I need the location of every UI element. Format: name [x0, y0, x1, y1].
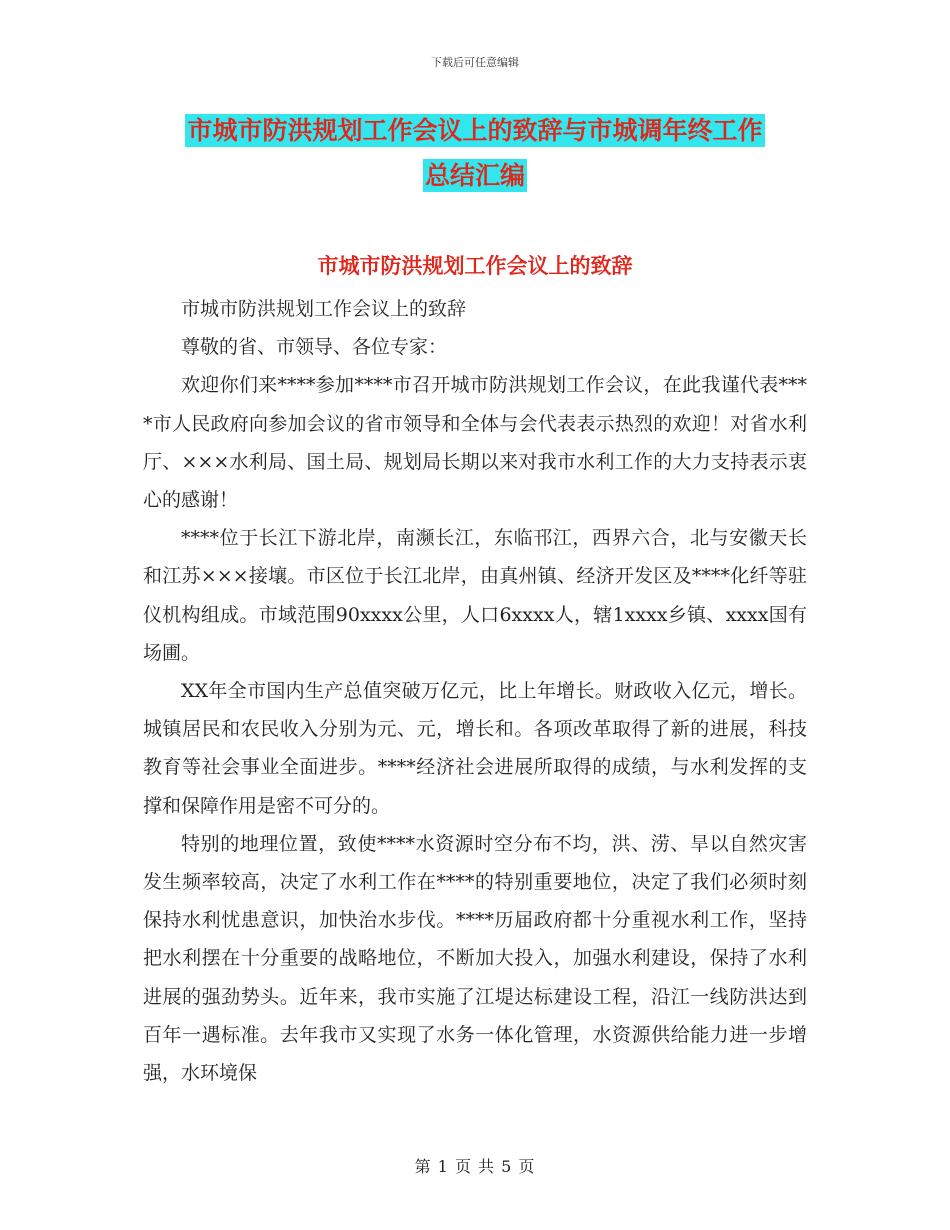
header-note: 下载后可任意编辑 — [431, 56, 519, 69]
paragraph: 市城市防洪规划工作会议上的致辞 — [181, 298, 467, 320]
page-number: 第 1 页 共 5 页 — [414, 1157, 536, 1176]
document-title-line-2: 总结汇编 — [424, 161, 525, 190]
document-title-line-1: 市城市防洪规划工作会议上的致辞与市城调年终工作 — [187, 116, 763, 145]
paragraph: 尊敬的省、市领导、各位专家： — [181, 336, 448, 359]
body-text — [143, 290, 807, 1092]
paragraph: 欢迎你们来****参加****市召开城市防洪规划工作会议，在此我谨代表****市人民政府向参加会议的省市领导和全体与会代表表示热烈的欢迎！对省水利厅、×××水利局、国土局、规划局长期以来对我市水利工作的大力支持表示衷心的感谢！ — [143, 374, 807, 512]
section-title: 市城市防洪规划工作会议上的致辞 — [317, 254, 633, 278]
paragraph: ****位于长江下游北岸，南濒长江，东临邗江，西界六合，北与安徽天长和江苏×××接壤。市区位于长江北岸，由真州镇、经济开发区及****化纤等驻仪机构组成。市域范围90xxxx公里，人口6xxxx人，辖1xxxx乡镇、xxxx国有场圃。 — [143, 527, 807, 664]
paragraph: 特别的地理位置，致使****水资源时空分布不均，洪、涝、旱以自然灾害发生频率较高，决定了水利工作在****的特别重要地位，决定了我们必须时刻保持水利忧患意识，加快治水步伐。****历届政府都十分重视水利工作，坚持把水利摆在十分重要的战略地位，不断加大投入，加强水利建设，保持了水利进展的强劲势头。近年来，我市实施了江堤达标建设工程，沿江一线防洪达到百年一遇标准。去年我市又实现了水务一体化管理，水资源供给能力进一步增强，水环境保 — [143, 832, 807, 1085]
paragraph: XX年全市国内生产总值突破万亿元，比上年增长。财政收入亿元，增长。城镇居民和农民收入分别为元、元，增长和。各项改革取得了新的进展，科技教育等社会事业全面进步。****经济社会进展所取得的成绩，与水利发挥的支撑和保障作用是密不可分的。 — [143, 680, 807, 817]
document-title — [140, 108, 810, 198]
